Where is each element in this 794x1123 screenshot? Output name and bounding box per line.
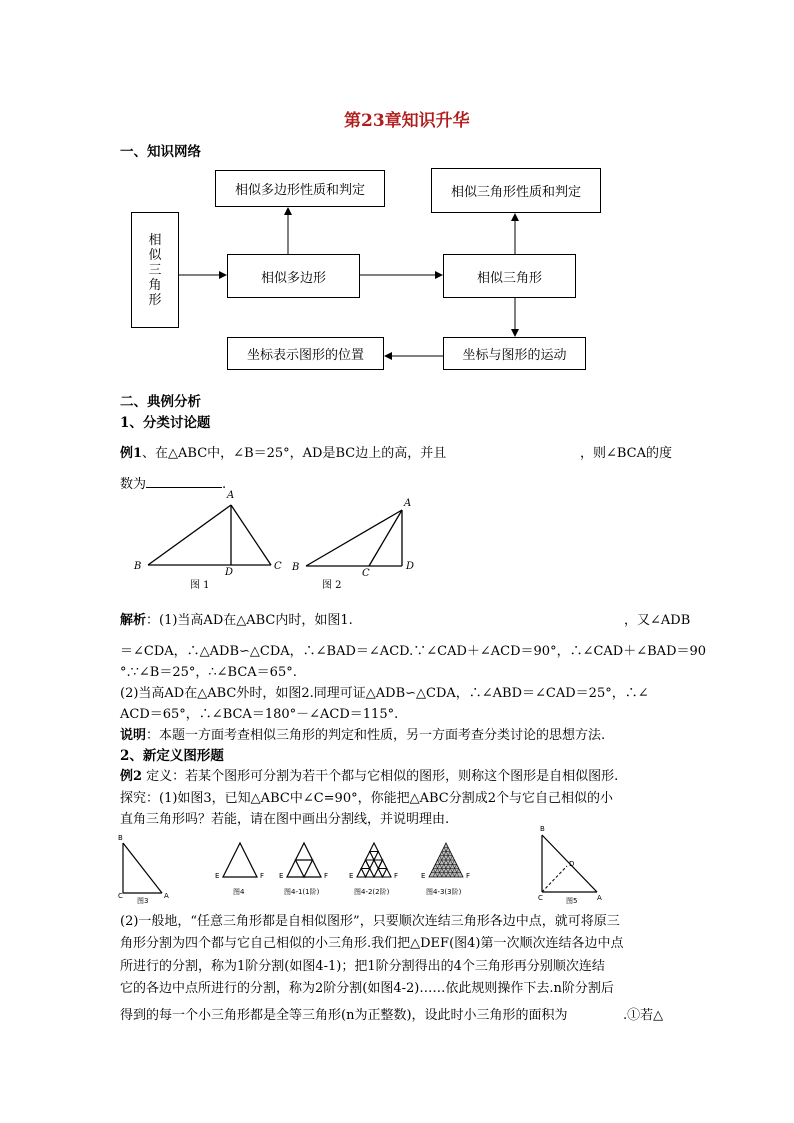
node-triangle-props: 相似三角形性质和判定 — [431, 168, 601, 213]
fig5-caption: 图5 — [566, 897, 578, 905]
example-1-label: 例1 — [120, 446, 143, 461]
fig5-label-d: D — [569, 860, 575, 868]
example-1-line-1-end: ，则∠BCA的度 — [580, 446, 673, 461]
fig4-label-e: E — [215, 872, 220, 880]
example-2-text: 定义：若某个图形可分割为若干个都与它相似的图形，则称这个图形是自相似图形. — [142, 769, 619, 784]
figure-4-triangle — [223, 843, 257, 877]
fig43-label-f: F — [466, 872, 471, 880]
figure-4-2-triangle — [357, 843, 391, 877]
fig2-label-c: C — [362, 568, 370, 579]
figure-5-dashed-line — [542, 866, 567, 892]
figure-3-right-triangle — [123, 843, 162, 893]
node-coordinate-position: 坐标表示图形的位置 — [227, 337, 384, 370]
vertical-char: 三 — [148, 262, 162, 278]
fig43-caption: 图4-3(3阶) — [426, 888, 462, 896]
node-coordinate-motion: 坐标与图形的运动 — [443, 337, 586, 370]
page-title: 第23章知识升华 — [344, 111, 470, 131]
solution-line-3: °.∵∠B＝25°，∴∠BCA＝65°. — [120, 665, 297, 680]
fig4-label-f: F — [260, 872, 265, 880]
figure-4-1-triangle — [287, 843, 321, 877]
node-similar-triangle: 相似三角形 — [443, 254, 576, 298]
fig42-label-f: F — [394, 872, 399, 880]
vertical-char: 形 — [148, 292, 162, 308]
example-1-answer-label: 数为 — [120, 477, 147, 492]
example-2-label: 例2 — [120, 769, 143, 784]
fig2-caption: 图 2 — [322, 580, 342, 591]
fig5-label-b: B — [540, 825, 545, 833]
fig4-caption: 图4 — [233, 888, 245, 896]
figure-1-triangle — [148, 505, 271, 565]
solution-text: ：(1)当高AD在△ABC内时，如图1. — [146, 613, 353, 628]
note-text: ：本题一方面考查相似三角形的判定和性质，另一方面考查分类讨论的思想方法. — [146, 728, 606, 743]
subheading-new-definition: 2、新定义图形题 — [120, 748, 224, 764]
example-1-text: 、在△ABC中，∠B＝25°，AD是BC边上的高，并且 — [142, 446, 447, 461]
subheading-classification: 1、分类讨论题 — [120, 415, 211, 431]
para2-line-4: 它的各边中点所进行的分割，称为2阶分割(如图4-2)……依此规则操作下去.n阶分割后 — [120, 981, 614, 996]
solution-line-2: ＝∠CDA，∴△ADB∽△CDA，∴∠BAD＝∠ACD.∵∠CAD＋∠ACD＝90°，∴∠CAD＋∠BAD＝90 — [120, 644, 707, 659]
fig3-label-a: A — [164, 892, 169, 900]
fig1-caption: 图 1 — [190, 580, 210, 591]
fig1-label-d: D — [225, 567, 234, 578]
example-2-line-2: 探究：(1)如图3，已知△ABC中∠C=90°，你能把△ABC分割成2个与它自己相似的小 — [120, 791, 613, 806]
node-polygon-props: 相似多边形性质和判定 — [215, 170, 385, 207]
node-similar-polygon: 相似多边形 — [227, 254, 360, 298]
fig42-label-e: E — [349, 872, 354, 880]
para2-line-2: 角形分割为四个都与它自己相似的小三角形.我们把△DEF(图4)第一次顺次连结各边中点 — [120, 936, 624, 951]
fig3-label-c: C — [118, 892, 123, 900]
para2-line-5-end: .①若△ — [623, 1008, 664, 1023]
fig5-label-a: A — [597, 894, 602, 902]
example-1-line-1 — [120, 442, 446, 461]
solution-label: 解析 — [120, 613, 147, 628]
solution-line-1 — [120, 609, 353, 628]
vertical-char: 相 — [148, 232, 162, 248]
note-label: 说明 — [120, 728, 147, 743]
example-1-line-2 — [120, 473, 226, 492]
section-heading-examples: 二、典例分析 — [120, 394, 201, 410]
figure-2-triangle — [306, 510, 402, 566]
example-2-line-1 — [120, 765, 618, 784]
example-2-line-3: 直角三角形吗？若能，请在图中画出分割线，并说明理由. — [120, 812, 450, 827]
note-line — [120, 724, 605, 743]
fig42-caption: 图4-2(2阶) — [354, 888, 390, 896]
fig1-label-c: C — [274, 561, 282, 572]
fig2-label-b: B — [292, 562, 300, 573]
fig41-label-f: F — [324, 872, 329, 880]
solution-line-5: ACD＝65°，∴∠BCA＝180°－∠ACD＝115°. — [120, 707, 399, 722]
fig3-caption: 图3 — [137, 897, 149, 905]
fig5-label-c: C — [538, 894, 543, 902]
solution-line-4: (2)当高AD在△ABC外时，如图2.同理可证△ADB∽△CDA，∴∠ABD＝∠CAD＝25°，∴∠ — [120, 686, 649, 701]
fig43-label-e: E — [421, 872, 426, 880]
fig1-label-b: B — [134, 561, 142, 572]
para2-line-1: (2)一般地，“任意三角形都是自相似图形”，只要顺次连结三角形各边中点，就可将原三 — [120, 914, 620, 929]
fig2-label-a: A — [404, 498, 412, 509]
vertical-char: 似 — [148, 247, 162, 263]
section-heading-knowledge-network: 一、知识网络 — [120, 144, 201, 160]
para2-line-5: 得到的每一个小三角形都是全等三角形(n为正整数)，设此时小三角形的面积为 — [120, 1008, 568, 1023]
fig41-label-e: E — [279, 872, 284, 880]
fig2-label-d: D — [406, 561, 415, 572]
fig3-label-b: B — [118, 834, 123, 842]
fig1-label-a: A — [227, 490, 235, 501]
fig41-caption: 图4-1(1阶) — [284, 888, 320, 896]
para2-line-3: 所进行的分割，称为1阶分割(如图4-1)；把1阶分割得出的4个三角形再分别顺次连结 — [120, 959, 605, 974]
vertical-char: 角 — [148, 277, 162, 293]
answer-blank — [146, 477, 222, 488]
period: . — [222, 477, 227, 492]
solution-line-1-end: ，又∠ADB — [624, 613, 691, 628]
